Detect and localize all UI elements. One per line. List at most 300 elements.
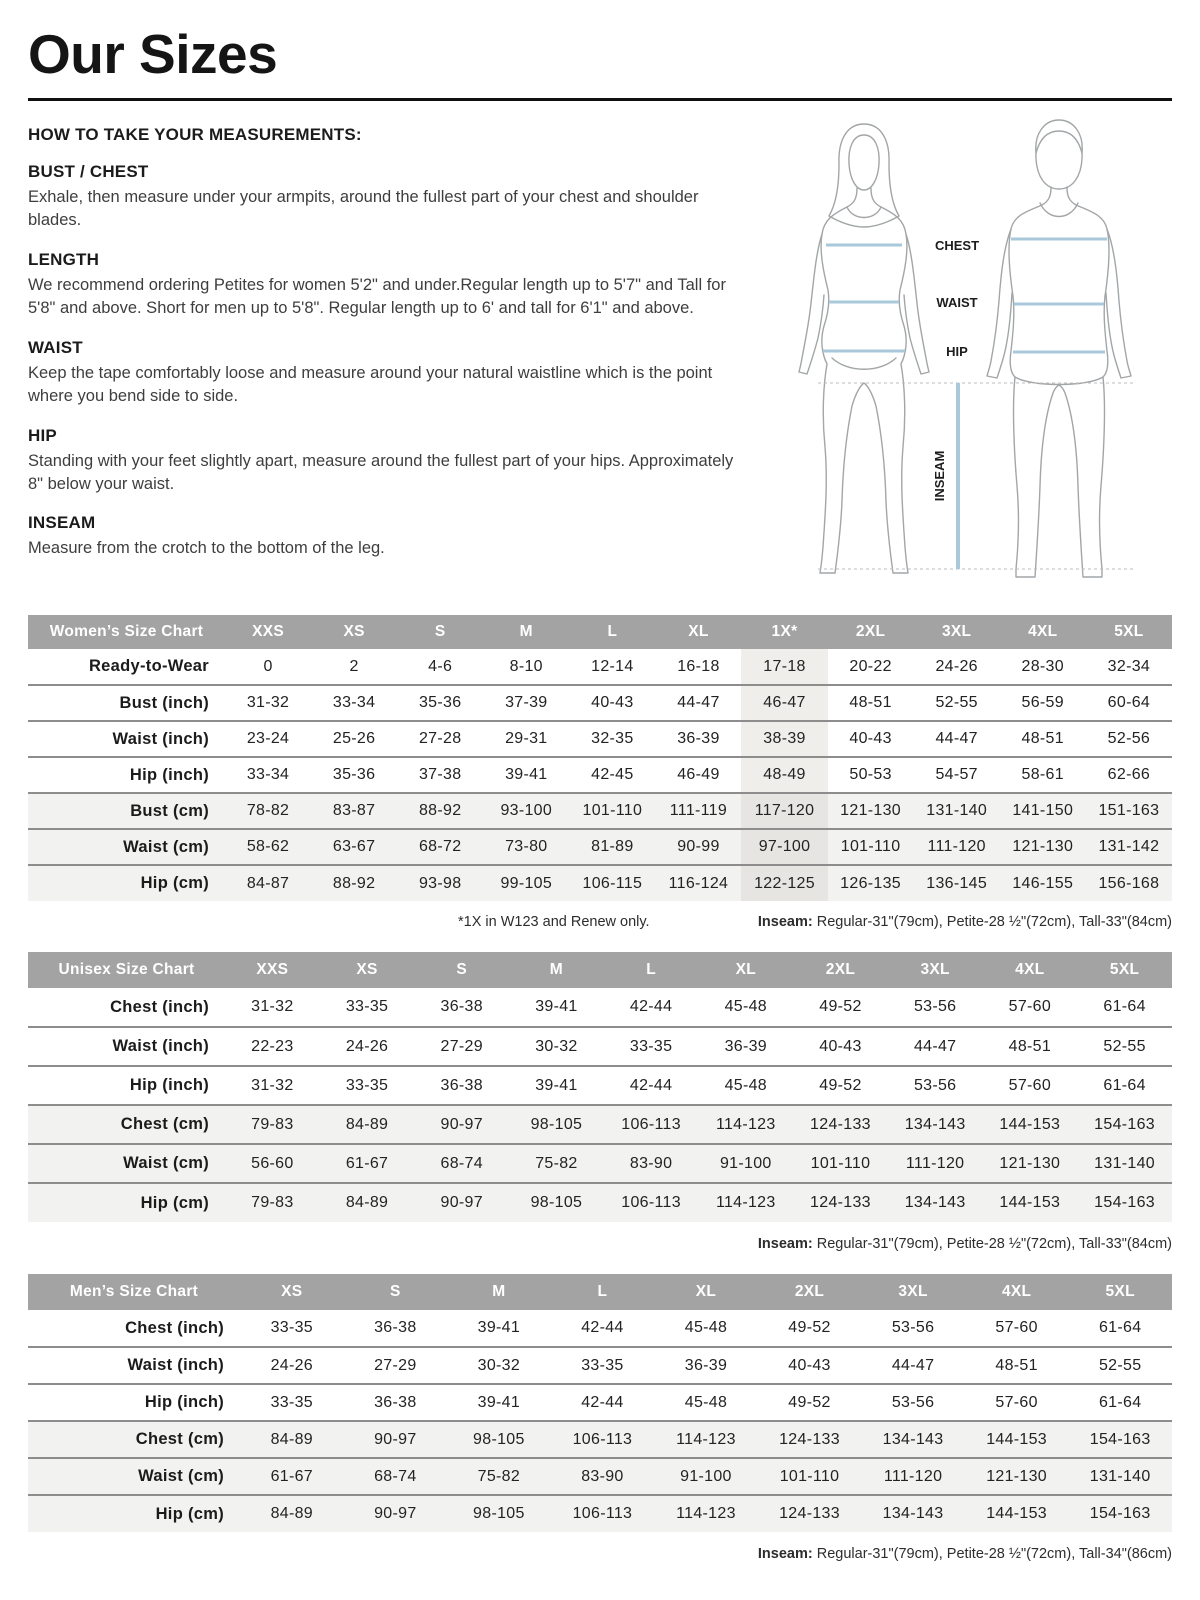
size-cell: 134-143 bbox=[904, 1194, 966, 1211]
size-column-header: 2XL bbox=[758, 1274, 862, 1310]
size-cell: 79-83 bbox=[251, 1115, 294, 1133]
size-cell: 124-133 bbox=[810, 1194, 871, 1211]
row-label: Waist (inch) bbox=[127, 1356, 224, 1374]
size-cell: 31-32 bbox=[251, 998, 294, 1015]
size-cell: 75-82 bbox=[535, 1154, 578, 1172]
size-cell: 36-38 bbox=[440, 1076, 483, 1094]
table-row bbox=[28, 721, 1172, 757]
size-cell: 44-47 bbox=[891, 1356, 935, 1374]
table-row bbox=[28, 1027, 1172, 1066]
size-cell: 36-38 bbox=[440, 998, 483, 1015]
size-cell: 39-41 bbox=[505, 766, 548, 783]
size-cell: 141-150 bbox=[1012, 802, 1074, 819]
size-cell: 126-135 bbox=[840, 874, 901, 892]
size-cell: 22-23 bbox=[251, 1037, 294, 1055]
unisex-inseam-footnote bbox=[28, 1236, 1172, 1252]
size-cell: 57-60 bbox=[1008, 1076, 1052, 1094]
size-cell: 106-113 bbox=[621, 1115, 681, 1133]
size-cell: 146-155 bbox=[1012, 874, 1074, 892]
size-cell: 40-43 bbox=[591, 694, 634, 711]
size-cell: 131-140 bbox=[1094, 1154, 1155, 1172]
size-cell: 37-38 bbox=[418, 766, 462, 783]
size-cell: 39-41 bbox=[477, 1393, 521, 1411]
size-cell: 61-67 bbox=[270, 1467, 313, 1485]
row-label: Hip (cm) bbox=[140, 874, 209, 892]
body-measurement-figure bbox=[762, 111, 1172, 593]
size-column-header: M bbox=[483, 615, 569, 649]
size-cell: 32-35 bbox=[591, 730, 634, 747]
row-label: Waist (cm) bbox=[123, 837, 209, 856]
section-waist-body: Keep the tape comfortably loose and measure around your natural waistline which is the point where you bend side to side. bbox=[28, 363, 713, 406]
size-cell: 35-36 bbox=[332, 766, 376, 783]
womens-footnotes bbox=[28, 914, 1172, 930]
size-cell: 40-43 bbox=[788, 1356, 831, 1374]
man-neckline bbox=[1040, 203, 1078, 217]
page-title: Our Sizes bbox=[28, 23, 278, 85]
size-cell: 78-82 bbox=[246, 802, 290, 819]
size-cell: 117-120 bbox=[741, 793, 827, 829]
size-cell: 63-67 bbox=[332, 838, 376, 855]
size-cell: 44-47 bbox=[677, 694, 720, 711]
size-cell: 144-153 bbox=[999, 1115, 1061, 1133]
size-cell: 52-55 bbox=[935, 694, 978, 711]
size-cell: 101-110 bbox=[582, 802, 643, 819]
section-length bbox=[28, 250, 740, 321]
row-label: Chest (inch) bbox=[125, 1318, 224, 1337]
size-cell: 101-110 bbox=[779, 1467, 840, 1485]
size-cell: 73-80 bbox=[505, 838, 548, 855]
size-cell: 90-99 bbox=[677, 838, 720, 855]
size-cell: 45-48 bbox=[684, 1319, 728, 1336]
size-cell: 114-123 bbox=[676, 1430, 736, 1448]
size-column-header: L bbox=[569, 615, 655, 649]
size-cell: 121-130 bbox=[986, 1467, 1048, 1485]
size-table bbox=[28, 1274, 1172, 1532]
size-cell: 42-44 bbox=[629, 1076, 673, 1094]
size-cell: 75-82 bbox=[477, 1467, 521, 1485]
size-cell: 101-110 bbox=[840, 838, 901, 855]
measurement-instructions bbox=[28, 125, 740, 593]
size-cell: 83-90 bbox=[581, 1467, 624, 1485]
size-cell: 27-28 bbox=[418, 730, 462, 747]
table-row bbox=[28, 685, 1172, 721]
table-row bbox=[28, 793, 1172, 829]
inseam-footnote-text: Regular-31"(79cm), Petite-28 ½"(72cm), Tall-34"(86cm) bbox=[812, 1546, 1172, 1562]
size-column-header: 1X* bbox=[741, 615, 827, 649]
table-row bbox=[28, 865, 1172, 901]
table-row bbox=[28, 829, 1172, 865]
size-cell: 49-52 bbox=[819, 1076, 862, 1094]
size-cell: 91-100 bbox=[680, 1467, 732, 1485]
size-cell: 131-140 bbox=[1089, 1467, 1151, 1485]
size-cell: 83-90 bbox=[629, 1154, 673, 1172]
size-cell: 28-30 bbox=[1021, 657, 1064, 675]
size-cell: 53-56 bbox=[913, 998, 957, 1015]
title-divider bbox=[28, 98, 1172, 101]
size-cell: 53-56 bbox=[913, 1076, 957, 1094]
size-cell: 23-24 bbox=[246, 730, 290, 747]
table-title: Women’s Size Chart bbox=[28, 615, 225, 649]
size-cell: 60-64 bbox=[1107, 694, 1151, 711]
size-cell: 61-64 bbox=[1103, 998, 1146, 1015]
size-cell: 39-41 bbox=[535, 998, 578, 1015]
chest-diagram-label: CHEST bbox=[934, 238, 980, 253]
row-label: Chest (cm) bbox=[120, 1115, 209, 1133]
size-cell: 36-38 bbox=[374, 1319, 417, 1336]
size-cell: 46-47 bbox=[741, 685, 827, 721]
size-cell: 111-119 bbox=[669, 802, 728, 819]
size-cell: 154-163 bbox=[1089, 1505, 1151, 1522]
table-row bbox=[28, 1347, 1172, 1384]
size-cell: 154-163 bbox=[1089, 1430, 1151, 1448]
size-column-header: XL bbox=[698, 952, 793, 988]
row-label: Hip (inch) bbox=[144, 1393, 224, 1411]
table-row bbox=[28, 649, 1172, 685]
man-body bbox=[1009, 187, 1109, 577]
section-inseam-title: INSEAM bbox=[28, 513, 96, 533]
size-cell: 48-51 bbox=[849, 694, 892, 711]
womens-size-chart bbox=[28, 615, 1172, 930]
size-cell: 84-89 bbox=[270, 1505, 313, 1522]
size-cell: 36-39 bbox=[724, 1037, 767, 1055]
row-label: Hip (cm) bbox=[140, 1193, 209, 1212]
size-cell: 106-113 bbox=[572, 1505, 633, 1522]
table-row bbox=[28, 1310, 1172, 1347]
size-cell: 144-153 bbox=[999, 1194, 1061, 1211]
size-cell: 106-115 bbox=[582, 874, 643, 892]
row-label: Waist (inch) bbox=[112, 729, 209, 748]
size-cell: 134-143 bbox=[904, 1115, 966, 1133]
size-cell: 154-163 bbox=[1094, 1115, 1155, 1133]
size-cell: 33-35 bbox=[345, 1076, 389, 1094]
mens-size-chart bbox=[28, 1274, 1172, 1562]
woman-left-arm bbox=[799, 234, 824, 374]
size-column-header: 4XL bbox=[983, 952, 1078, 988]
row-label: Chest (inch) bbox=[110, 997, 209, 1016]
size-cell: 61-67 bbox=[345, 1154, 389, 1172]
size-cell: 2 bbox=[349, 657, 359, 675]
size-cell: 46-49 bbox=[677, 766, 720, 783]
inseam-footnote-label: Inseam: bbox=[757, 1546, 813, 1562]
section-bust-chest-title: BUST / CHEST bbox=[28, 162, 149, 181]
size-cell: 44-47 bbox=[913, 1037, 957, 1055]
size-cell: 144-153 bbox=[986, 1505, 1048, 1522]
size-cell: 48-49 bbox=[741, 757, 827, 793]
size-cell: 84-89 bbox=[270, 1430, 313, 1448]
table-header-row bbox=[28, 615, 1172, 649]
size-cell: 36-39 bbox=[677, 730, 720, 747]
size-cell: 84-89 bbox=[345, 1115, 389, 1133]
size-column-header: 5XL bbox=[1068, 1274, 1172, 1310]
hip-diagram-label: HIP bbox=[946, 344, 968, 359]
size-table bbox=[28, 952, 1172, 1222]
size-cell: 151-163 bbox=[1098, 802, 1160, 819]
table-row bbox=[28, 1458, 1172, 1495]
size-column-header: S bbox=[397, 615, 483, 649]
size-cell: 122-125 bbox=[741, 865, 827, 901]
size-column-header: 3XL bbox=[914, 615, 1000, 649]
size-cell: 61-64 bbox=[1103, 1076, 1146, 1094]
size-cell: 0 bbox=[263, 657, 273, 675]
size-cell: 40-43 bbox=[849, 730, 892, 747]
size-cell: 131-140 bbox=[926, 802, 988, 819]
size-cell: 33-34 bbox=[332, 694, 376, 711]
waist-diagram-label: WAIST bbox=[936, 295, 978, 310]
size-cell: 98-105 bbox=[530, 1194, 583, 1211]
size-column-header: S bbox=[344, 1274, 448, 1310]
size-cell: 33-35 bbox=[629, 1037, 673, 1055]
size-cell: 52-55 bbox=[1103, 1037, 1146, 1055]
size-cell: 68-72 bbox=[418, 838, 462, 855]
size-cell: 50-53 bbox=[849, 766, 892, 783]
size-cell: 124-133 bbox=[810, 1115, 871, 1133]
table-title: Men’s Size Chart bbox=[28, 1274, 240, 1310]
size-column-header: XL bbox=[655, 615, 741, 649]
size-cell: 90-97 bbox=[440, 1194, 483, 1211]
size-cell: 111-120 bbox=[905, 1154, 965, 1172]
size-cell: 144-153 bbox=[986, 1430, 1048, 1448]
size-cell: 121-130 bbox=[1012, 838, 1074, 855]
size-cell: 114-123 bbox=[715, 1115, 776, 1133]
table-row bbox=[28, 1066, 1172, 1105]
row-label: Bust (cm) bbox=[130, 801, 209, 820]
size-cell: 49-52 bbox=[788, 1393, 831, 1411]
size-cell: 35-36 bbox=[418, 694, 462, 711]
size-cell: 81-89 bbox=[591, 838, 634, 855]
size-cell: 98-105 bbox=[473, 1505, 525, 1522]
size-cell: 84-87 bbox=[246, 874, 290, 892]
row-label: Hip (inch) bbox=[129, 765, 209, 784]
size-cell: 33-34 bbox=[246, 766, 290, 783]
size-cell: 39-41 bbox=[477, 1319, 521, 1336]
size-cell: 56-59 bbox=[1021, 694, 1064, 711]
woman-face bbox=[849, 135, 879, 190]
size-column-header: XXS bbox=[225, 615, 311, 649]
womens-inseam-footnote bbox=[758, 914, 1172, 930]
table-row bbox=[28, 1105, 1172, 1144]
size-table bbox=[28, 615, 1172, 901]
table-header-row bbox=[28, 1274, 1172, 1310]
size-cell: 39-41 bbox=[535, 1076, 578, 1094]
size-cell: 33-35 bbox=[270, 1319, 313, 1336]
size-cell: 17-18 bbox=[741, 649, 827, 685]
table-row bbox=[28, 1183, 1172, 1222]
section-waist bbox=[28, 338, 740, 409]
size-column-header: 5XL bbox=[1077, 952, 1172, 988]
size-cell: 83-87 bbox=[332, 802, 376, 819]
section-hip-title: HIP bbox=[28, 425, 57, 445]
size-cell: 98-105 bbox=[530, 1115, 583, 1133]
size-cell: 68-74 bbox=[440, 1154, 483, 1172]
size-cell: 90-97 bbox=[374, 1430, 417, 1448]
size-cell: 31-32 bbox=[246, 694, 290, 711]
measurement-diagram-svg bbox=[762, 111, 1172, 593]
table-row bbox=[28, 757, 1172, 793]
size-cell: 52-56 bbox=[1107, 730, 1151, 747]
size-cell: 31-32 bbox=[251, 1076, 294, 1094]
table-row bbox=[28, 1144, 1172, 1183]
size-cell: 61-64 bbox=[1098, 1319, 1142, 1336]
size-cell: 24-26 bbox=[270, 1356, 313, 1374]
row-label: Waist (inch) bbox=[112, 1037, 209, 1055]
size-cell: 12-14 bbox=[591, 657, 634, 675]
size-cell: 136-145 bbox=[926, 874, 988, 892]
table-title: Unisex Size Chart bbox=[28, 952, 225, 988]
size-cell: 61-64 bbox=[1098, 1393, 1142, 1411]
size-cell: 42-45 bbox=[591, 766, 634, 783]
table-row bbox=[28, 1495, 1172, 1532]
size-cell: 45-48 bbox=[684, 1393, 728, 1411]
size-cell: 99-105 bbox=[500, 874, 553, 892]
size-cell: 84-89 bbox=[345, 1194, 389, 1211]
size-column-header: M bbox=[447, 1274, 551, 1310]
size-cell: 29-31 bbox=[505, 730, 548, 747]
size-column-header: M bbox=[509, 952, 604, 988]
size-cell: 156-168 bbox=[1098, 874, 1160, 892]
inseam-footnote-label: Inseam: bbox=[757, 914, 813, 930]
size-cell: 27-29 bbox=[374, 1356, 417, 1374]
size-cell: 49-52 bbox=[788, 1319, 831, 1336]
size-cell: 48-51 bbox=[995, 1356, 1038, 1374]
size-cell: 45-48 bbox=[724, 1076, 767, 1094]
size-cell: 58-61 bbox=[1021, 766, 1064, 783]
size-cell: 106-113 bbox=[572, 1430, 633, 1448]
size-column-header: 5XL bbox=[1086, 615, 1172, 649]
row-label: Chest (cm) bbox=[135, 1430, 224, 1448]
table-row bbox=[28, 1384, 1172, 1421]
size-column-header: 3XL bbox=[888, 952, 983, 988]
size-cell: 42-44 bbox=[629, 998, 673, 1015]
row-label: Hip (cm) bbox=[155, 1504, 224, 1523]
size-cell: 44-47 bbox=[935, 730, 978, 747]
womens-1x-footnote: *1X in W123 and Renew only. bbox=[458, 914, 650, 930]
size-cell: 131-142 bbox=[1098, 838, 1160, 855]
size-cell: 57-60 bbox=[995, 1319, 1038, 1336]
size-cell: 53-56 bbox=[891, 1393, 935, 1411]
size-cell: 8-10 bbox=[509, 657, 543, 675]
size-cell: 93-98 bbox=[418, 874, 462, 892]
size-cell: 111-120 bbox=[927, 838, 986, 855]
row-label: Waist (cm) bbox=[138, 1467, 224, 1485]
table-row bbox=[28, 988, 1172, 1027]
table-header-row bbox=[28, 952, 1172, 988]
woman-brief-line bbox=[832, 358, 896, 369]
size-cell: 48-51 bbox=[1021, 730, 1064, 747]
size-cell: 134-143 bbox=[882, 1430, 944, 1448]
size-cell: 58-62 bbox=[246, 838, 290, 855]
size-cell: 62-66 bbox=[1107, 766, 1151, 783]
size-cell: 56-60 bbox=[251, 1154, 294, 1172]
inseam-footnote-label: Inseam: bbox=[757, 1236, 813, 1252]
size-cell: 90-97 bbox=[440, 1115, 483, 1133]
size-column-header: 4XL bbox=[1000, 615, 1086, 649]
size-column-header: XXS bbox=[225, 952, 320, 988]
section-bust-chest bbox=[28, 162, 740, 233]
size-cell: 52-55 bbox=[1098, 1356, 1142, 1374]
row-label: Bust (inch) bbox=[119, 693, 209, 712]
size-column-header: XS bbox=[320, 952, 415, 988]
unisex-size-chart bbox=[28, 952, 1172, 1252]
size-column-header: XS bbox=[311, 615, 397, 649]
size-cell: 49-52 bbox=[819, 998, 862, 1015]
section-inseam-body: Measure from the crotch to the bottom of the leg. bbox=[28, 539, 385, 558]
size-cell: 88-92 bbox=[418, 802, 462, 819]
how-to-heading: HOW TO TAKE YOUR MEASUREMENTS: bbox=[28, 125, 362, 144]
size-cell: 36-39 bbox=[684, 1356, 728, 1374]
size-cell: 79-83 bbox=[251, 1194, 294, 1211]
size-cell: 134-143 bbox=[882, 1505, 944, 1522]
size-cell: 88-92 bbox=[332, 874, 376, 892]
size-cell: 4-6 bbox=[428, 657, 453, 675]
man-left-arm bbox=[987, 229, 1012, 378]
mens-inseam-footnote bbox=[28, 1546, 1172, 1562]
size-cell: 36-38 bbox=[374, 1393, 417, 1411]
woman-right-arm bbox=[904, 234, 929, 374]
inseam-diagram-label: INSEAM bbox=[932, 450, 947, 502]
size-cell: 124-133 bbox=[779, 1505, 840, 1522]
row-label: Hip (inch) bbox=[129, 1076, 209, 1094]
size-cell: 98-105 bbox=[473, 1430, 525, 1448]
size-column-header: XS bbox=[240, 1274, 344, 1310]
size-column-header: L bbox=[604, 952, 699, 988]
size-cell: 90-97 bbox=[374, 1505, 417, 1522]
section-bust-chest-body: Exhale, then measure under your armpits, around the fullest part of your chest and shoulder blades. bbox=[28, 188, 699, 230]
inseam-footnote-text: Regular-31"(79cm), Petite-28 ½"(72cm), Tall-33"(84cm) bbox=[812, 914, 1172, 930]
size-column-header: XL bbox=[654, 1274, 758, 1310]
size-cell: 16-18 bbox=[677, 657, 720, 675]
row-label: Ready-to-Wear bbox=[88, 657, 209, 675]
size-cell: 42-44 bbox=[581, 1319, 624, 1336]
table-row bbox=[28, 1421, 1172, 1458]
section-inseam bbox=[28, 513, 740, 560]
size-cell: 25-26 bbox=[332, 730, 376, 747]
size-cell: 154-163 bbox=[1094, 1194, 1155, 1211]
size-cell: 106-113 bbox=[621, 1194, 681, 1211]
size-cell: 91-100 bbox=[719, 1154, 772, 1172]
man-right-arm bbox=[1106, 229, 1131, 378]
size-cell: 54-57 bbox=[935, 766, 978, 783]
size-column-header: 2XL bbox=[828, 615, 914, 649]
inseam-footnote-text: Regular-31"(79cm), Petite-28 ½"(72cm), Tall-33"(84cm) bbox=[812, 1236, 1172, 1252]
size-cell: 30-32 bbox=[535, 1037, 578, 1055]
size-cell: 114-123 bbox=[676, 1505, 736, 1522]
size-cell: 30-32 bbox=[477, 1356, 521, 1374]
size-cell: 124-133 bbox=[779, 1430, 840, 1448]
section-waist-title: WAIST bbox=[28, 337, 83, 357]
size-cell: 24-26 bbox=[935, 657, 978, 675]
size-cell: 32-34 bbox=[1107, 657, 1151, 675]
section-hip-body: Standing with your feet slightly apart, measure around the fullest part of your hips. Approximately 8" below your waist. bbox=[28, 451, 734, 493]
row-label: Waist (cm) bbox=[123, 1154, 209, 1172]
size-cell: 114-123 bbox=[715, 1194, 776, 1211]
size-cell: 48-51 bbox=[1008, 1037, 1052, 1055]
size-cell: 121-130 bbox=[840, 802, 901, 819]
size-cell: 33-35 bbox=[581, 1356, 624, 1374]
size-column-header: 3XL bbox=[861, 1274, 965, 1310]
size-cell: 111-120 bbox=[883, 1467, 943, 1485]
size-cell: 93-100 bbox=[500, 802, 553, 819]
section-hip bbox=[28, 426, 740, 497]
size-cell: 42-44 bbox=[581, 1393, 624, 1411]
size-cell: 27-29 bbox=[440, 1037, 483, 1055]
size-cell: 57-60 bbox=[995, 1393, 1038, 1411]
section-length-title: LENGTH bbox=[28, 249, 100, 269]
section-length-body: We recommend ordering Petites for women 5'2" and under.Regular length up to 5'7" and Tall for 5'8" and above. Short for men up to 5'8". Regular length up to 6' and tall for 6'1" and above. bbox=[28, 275, 726, 318]
size-cell: 68-74 bbox=[374, 1467, 417, 1485]
size-cell: 53-56 bbox=[891, 1319, 935, 1336]
size-cell: 57-60 bbox=[1008, 998, 1052, 1015]
size-cell: 38-39 bbox=[741, 721, 827, 757]
